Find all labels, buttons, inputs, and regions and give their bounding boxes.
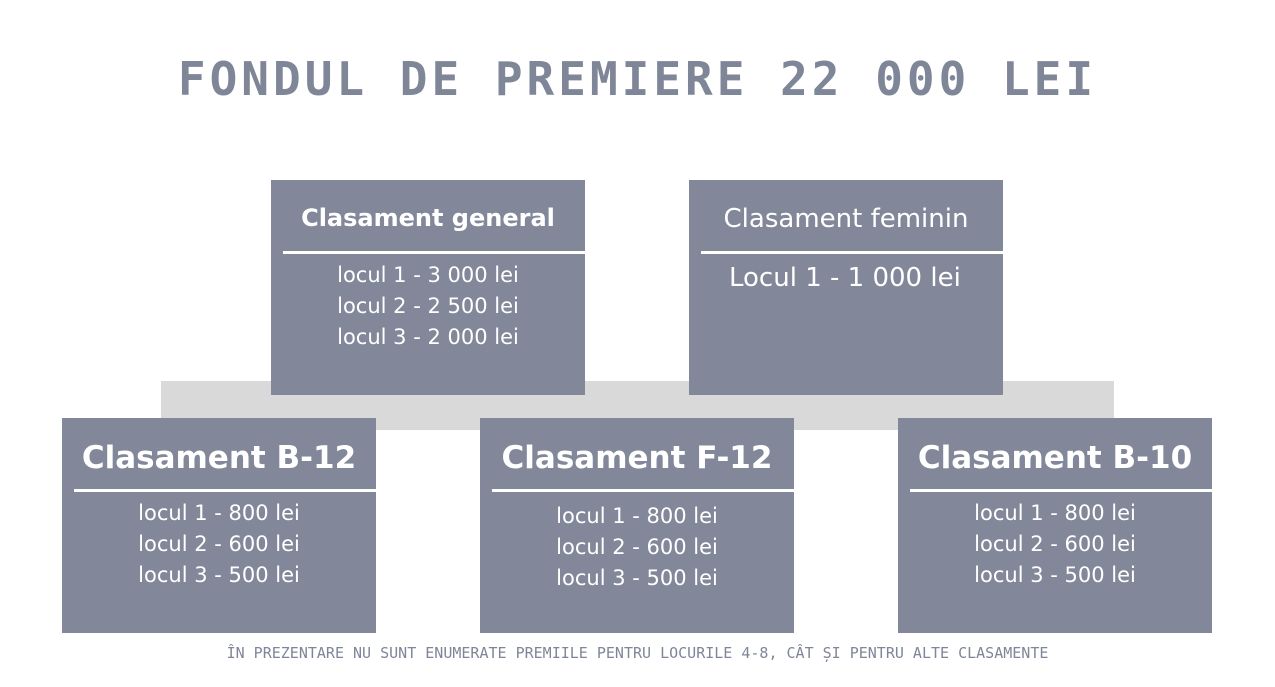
card-heading: Clasament general [301, 204, 555, 232]
card-heading: Clasament F-12 [501, 440, 773, 476]
divider [74, 489, 376, 492]
divider [910, 489, 1212, 492]
prize-line: Locul 1 - 1 000 lei [729, 263, 961, 293]
prize-list [689, 262, 1003, 294]
card-clasament-general [271, 180, 585, 395]
prize-line: locul 2 - 2 500 lei [337, 294, 519, 318]
prize-line: locul 2 - 600 lei [138, 532, 300, 556]
prize-line: locul 1 - 800 lei [138, 501, 300, 525]
prize-list [480, 501, 794, 594]
divider [492, 489, 794, 492]
card-clasament-b12 [62, 418, 376, 633]
divider [701, 251, 1003, 254]
prize-line: locul 1 - 3 000 lei [337, 263, 519, 287]
page-title: FONDUL DE PREMIERE 22 000 LEI [177, 52, 1098, 106]
prize-line: locul 1 - 800 lei [974, 501, 1136, 525]
prize-line: locul 2 - 600 lei [974, 532, 1136, 556]
footnote: ÎN PREZENTARE NU SUNT ENUMERATE PREMIILE PENTRU LOCURILE 4-8, CÂT ȘI PENTRU ALTE CLASAMENTE [226, 644, 1049, 662]
card-heading: Clasament B-10 [917, 440, 1193, 476]
prize-line: locul 2 - 600 lei [556, 535, 718, 559]
card-heading: Clasament feminin [723, 204, 969, 234]
prize-line: locul 3 - 500 lei [556, 566, 718, 590]
prize-list [62, 498, 376, 591]
prize-line: locul 1 - 800 lei [556, 504, 718, 528]
prize-line: locul 3 - 2 000 lei [337, 325, 519, 349]
card-heading: Clasament B-12 [81, 440, 357, 476]
card-clasament-b10 [898, 418, 1212, 633]
prize-line: locul 3 - 500 lei [138, 563, 300, 587]
prize-list [271, 260, 585, 353]
prize-list [898, 498, 1212, 591]
divider [283, 251, 585, 254]
prize-line: locul 3 - 500 lei [974, 563, 1136, 587]
card-clasament-f12 [480, 418, 794, 633]
card-clasament-feminin [689, 180, 1003, 395]
